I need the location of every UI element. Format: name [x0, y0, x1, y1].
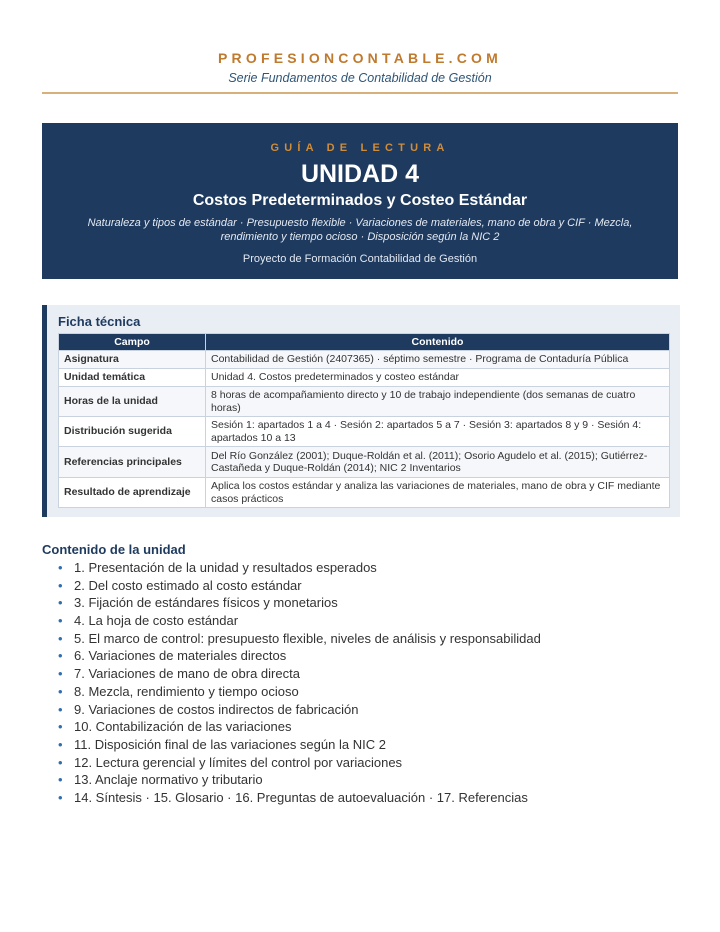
- table-row: [59, 417, 670, 447]
- list-item: • 8. Mezcla, rendimiento y tiempo ocioso: [42, 683, 678, 701]
- project-name: Proyecto de Formación Contabilidad de Gestión: [242, 253, 478, 265]
- list-item: • 2. Del costo estimado al costo estándar: [42, 577, 678, 595]
- series-name: Serie Fundamentos de Contabilidad de Gestión: [228, 71, 492, 85]
- list-item: • 7. Variaciones de mano de obra directa: [42, 665, 678, 683]
- contents-title: Contenido de la unidad: [42, 542, 186, 557]
- list-item: • 5. El marco de control: presupuesto flexible, niveles de análisis y responsabilidad: [42, 630, 678, 648]
- table-row: [59, 351, 670, 369]
- field-cell: Unidad temática: [59, 369, 206, 387]
- content-cell: Del Río González (2001); Duque-Roldán et al. (2011); Osorio Agudelo et al. (2015); Gutiérrez-Castañeda y Duque-Roldán (2014); NIC 2 Inventarios: [206, 447, 670, 478]
- unit-topics: Naturaleza y tipos de estándar · Presupuesto flexible · Variaciones de materiales, mano de obra y CIF · Mezcla, rendimiento y tiempo ocioso · Disposición según la NIC 2: [87, 217, 633, 243]
- field-cell: Resultado de aprendizaje: [59, 478, 206, 508]
- technical-sheet: [42, 305, 680, 517]
- column-header-field: Campo: [59, 334, 206, 351]
- content-cell: Sesión 1: apartados 1 a 4 · Sesión 2: apartados 5 a 7 · Sesión 3: apartados 8 y 9 · Sesión 4: apartados 10 a 13: [206, 417, 670, 447]
- list-item: • 12. Lectura gerencial y límites del control por variaciones: [42, 754, 678, 772]
- header-divider: [42, 92, 678, 94]
- list-item: • 14. Síntesis · 15. Glosario · 16. Preguntas de autoevaluación · 17. Referencias: [42, 789, 678, 807]
- brand-name: PROFESIONCONTABLE.COM: [218, 50, 502, 66]
- unit-subtitle: Costos Predeterminados y Costeo Estándar: [192, 192, 528, 209]
- content-cell: Contabilidad de Gestión (2407365) · séptimo semestre · Programa de Contaduría Pública: [206, 351, 670, 369]
- list-item: • 6. Variaciones de materiales directos: [42, 647, 678, 665]
- list-item: • 3. Fijación de estándares físicos y monetarios: [42, 594, 678, 612]
- unit-banner: [42, 123, 678, 279]
- list-item: • 13. Anclaje normativo y tributario: [42, 771, 678, 789]
- table-row: [59, 447, 670, 478]
- unit-title: UNIDAD 4: [300, 160, 420, 188]
- technical-sheet-title: Ficha técnica: [58, 314, 141, 329]
- content-cell: Aplica los costos estándar y analiza las variaciones de materiales, mano de obra y CIF mediante casos prácticos: [206, 478, 670, 508]
- field-cell: Referencias principales: [59, 447, 206, 478]
- table-row: [59, 387, 670, 417]
- list-item: • 10. Contabilización de las variaciones: [42, 718, 678, 736]
- list-item: • 9. Variaciones de costos indirectos de fabricación: [42, 701, 678, 719]
- technical-sheet-table: [58, 333, 670, 508]
- list-item: • 1. Presentación de la unidad y resultados esperados: [42, 559, 678, 577]
- guide-kicker: GUÍA DE LECTURA: [270, 142, 450, 154]
- list-item: • 4. La hoja de costo estándar: [42, 612, 678, 630]
- field-cell: Horas de la unidad: [59, 387, 206, 417]
- column-header-content: Contenido: [206, 334, 670, 351]
- field-cell: Distribución sugerida: [59, 417, 206, 447]
- unit-contents: [42, 542, 678, 807]
- contents-list: [42, 559, 678, 807]
- list-item: • 11. Disposición final de las variaciones según la NIC 2: [42, 736, 678, 754]
- site-header: [42, 50, 678, 85]
- table-row: [59, 369, 670, 387]
- table-row: [59, 478, 670, 508]
- field-cell: Asignatura: [59, 351, 206, 369]
- content-cell: Unidad 4. Costos predeterminados y costeo estándar: [206, 369, 670, 387]
- content-cell: 8 horas de acompañamiento directo y 10 de trabajo independiente (dos semanas de cuatro horas): [206, 387, 670, 417]
